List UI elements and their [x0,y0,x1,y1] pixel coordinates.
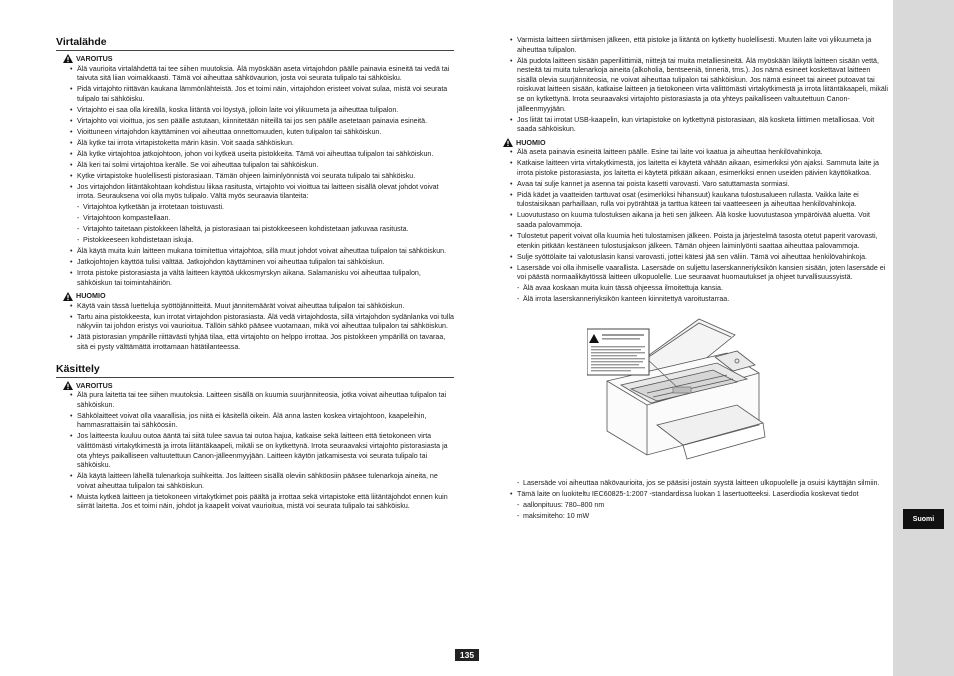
sub-list-item: - aallonpituus: 780–800 nm [496,501,889,511]
list-item: • Virtajohto voi vioittua, jos sen päälle astutaan, kiinnitetään niiteillä tai jos sen päälle asetetaan painavia esineitä. [56,117,454,127]
list-item: • Älä käytä muita kuin laitteen mukana toimitettua virtajohtoa, sillä muut johdot voivat aiheuttaa tulipalon tai sähköiskun. [56,247,454,257]
huomio-list [496,148,889,304]
sub-list-item: - Virtajohto taitetaan pistokkeen läheltä, ja pistorasiaan tai pistokkeeseen kohdistetaan jatkuvaa rasitusta. [56,225,454,235]
page-number: 135 [455,649,479,661]
huomio-heading: HUOMIO [63,291,454,301]
sub-list-item: - Älä irrota laserskanneriyksikön kanteen kiinnitettyä varoitustarraa. [496,295,889,305]
printer-drawing [587,313,767,471]
list-item: • Luovutustaso on kuuma tulostuksen aikana ja heti sen jälkeen. Älä koske luovutustasoa ympäröivää aluetta. Voit saada palovammoja. [496,211,889,230]
list-item: • Jos virtajohdon liitäntäkohtaan kohdistuu liikaa rasitusta, virtajohto voi vioittua tai laitteen sisällä olevat johdot voivat irrota. Seurauksena voi olla myös tulipalo. Vältä myös seuraavia tilanteita: [56,183,454,202]
warning-triangle-icon [503,138,513,147]
list-item: • Avaa tai sulje kannet ja asenna tai poista kasetti varovasti. Varo satuttamasta sormiasi. [496,180,889,190]
list-item: • Älä pudota laitteen sisään paperiliittimiä, niittejä tai muita metalliesineitä. Älä myöskään läikytä laitteen sisään vettä, nesteitä tai muita tulenarkoja aineita (alkoholia, bentseeniä, tinneriä, tms.). Jos nämä esineet koskettavat laitteen sisällä olevia suurjänniteosia, ne voivat aiheuttaa tulipalon tai sähköiskun. Jos nämä esineet tai aineet putoavat tai roiskuvat laitteen sisään, katkaise laitteen ja tietokoneen virta välittömästi virtakytkimestä ja irrota liitäntäkaapeli, mikäli se on kytkettynä. Irrota seuraavaksi virtajohto pistorasiasta ja ota yhteys paikalliseen valtuutettuun Canon-jälleenmyyjään. [496,57,889,115]
list-item: • Vioittuneen virtajohdon käyttäminen voi aiheuttaa onnettomuuden, kuten tulipalon tai sähköiskun. [56,128,454,138]
sub-list-item: - Virtajohtoa kytketään ja irrotetaan toistuvasti. [56,203,454,213]
list-item: • Muista kytkeä laitteen ja tietokoneen virtakytkimet pois päältä ja irrottaa sekä virtapistoke että liitäntäjohdot ennen kuin siirrät laitetta. Jos et toimi näin, johdot ja kaapelit voivat vaurioitua, mistä voi seurata tulipalo tai sähköisku. [56,493,454,512]
list-item: • Älä kytke virtajohtoa jatkojohtoon, johon voi kytkeä useita pistokkeita. Tämä voi aiheuttaa tulipalon tai sähköiskun. [56,150,454,160]
list-item: • Älä vaurioita virtalähdettä tai tee siihen muutoksia. Älä myöskään aseta virtajohdon päälle painavia esineitä tai vedä tai taivuta sitä liian voimakkaasti. Tämä voi aiheuttaa sähkövaurion, josta voi seurata tulipalo tai sähköisku. [56,65,454,84]
varoitus-list [56,65,454,289]
right-column [496,36,889,523]
section-title-virtalahde: Virtalähde [56,36,454,51]
varoitus-heading: VAROITUS [63,54,454,64]
language-sidebar [893,0,954,676]
list-item: • Virtajohto ei saa olla kireällä, koska liitäntä voi löystyä, jolloin laite voi ylikuumeta ja aiheuttaa tulipalon. [56,106,454,116]
list-item: • Sulje syöttölaite tai valotuslasin kansi varovasti, jottei kätesi jää sen väliin. Tämä voi aiheuttaa henkilövahinkoja. [496,253,889,263]
list-item: • Irrota pistoke pistorasiasta ja vältä laitteen käyttöä ukkosmyrskyn aikana. Salamanisku voi aiheuttaa tulipalon, sähköiskun tai toimintahäiriön. [56,269,454,288]
sub-list-item: - Pistokkeeseen kohdistetaan iskuja. [56,236,454,246]
section-title-kasittely: Käsittely [56,363,454,378]
warning-triangle-icon [63,381,73,390]
list-item: • Pidä virtajohto riittävän kaukana lämmönlähteistä. Jos et toimi näin, virtajohdon eristeet voivat sulaa, mistä voi seurata tulipalo tai sähköisku. [56,85,454,104]
sub-list-item: - Älä avaa koskaan muita kuin tässä ohjeessa ilmoitettuja kansia. [496,284,889,294]
warning-triangle-icon [63,292,73,301]
list-item: • Sähkölaitteet voivat olla vaarallisia, jos niitä ei käsitellä oikein. Älä anna lasten koskea virtajohtoon, kaapeleihin, hammasrattaisiin tai sähköosiin. [56,412,454,431]
list-item: • Tämä laite on luokiteltu IEC60825-1:2007 -standardissa luokan 1 lasertuotteeksi. Laserdiodia koskevat tiedot [496,490,889,500]
varoitus-heading: VAROITUS [63,381,454,391]
left-column [56,36,454,513]
list-item: • Jatkojohtojen käyttöä tulisi välttää. Jatkojohdon käyttäminen voi aiheuttaa tulipalon tai sähköiskun. [56,258,454,268]
list-item: • Lasersäde voi olla ihmiselle vaarallista. Lasersäde on suljettu laserskanneriyksikön kansien sisään, joten lasersäde ei voi päästä normaalikäytössä laitteen ulkopuolelle. Lue seuraavat huomautukset ja ohjeet turvallisuussyistä. [496,264,889,283]
list-item: • Pidä kädet ja vaatteiden tarttuvat osat (esimerkiksi hihansuut) kaukana tulostusalueen rullasta. Vaikka laite ei tulostaisikaan parhaillaan, rulla voi pyörähtää ja tarttua käteen tai vaatteeseen ja aiheuttaa henkilövahinkoja. [496,191,889,210]
huomio-list [56,302,454,353]
list-item: • Varmista laitteen siirtämisen jälkeen, että pistoke ja liitäntä on kytketty huolellisesti. Muuten laite voi ylikuumeta ja aiheuttaa tulipalon. [496,36,889,55]
sub-list-item: - maksimiteho: 10 mW [496,512,889,522]
list-item: • Jos liität tai irrotat USB-kaapelin, kun virtapistoke on kytkettynä pistorasiaan, älä kosketa liittimen metalliosaa. Voit saada sähköiskun. [496,116,889,135]
printer-illustration [587,313,767,471]
list-item: • Kytke virtapistoke huolellisesti pistorasiaan. Tämän ohjeen laiminlyönnistä voi seurata tulipalo tai sähköisku. [56,172,454,182]
sub-list-item: - Virtajohtoon kompastellaan. [56,214,454,224]
list-item: • Älä pura laitetta tai tee siihen muutoksia. Laitteen sisällä on kuumia suurjänniteosia, jotka voivat aiheuttaa tulipalon tai sähköiskun. [56,391,454,410]
varoitus-list [56,391,454,512]
list-item: • Katkaise laitteen virta virtakytkimestä, jos laitetta ei käytetä vähään aikaan, esimerkiksi yön ajaksi. Sammuta laite ja irrota pistoke pistorasiasta, jos laitetta ei käytetä pitkään aikaan, esimerkiksi ennen useiden päivien käyttökatkoa. [496,159,889,178]
list-item: • Käytä vain tässä luetteluja syöttöjännitteitä. Muut jännitemäärät voivat aiheuttaa tulipalon tai sähköiskun. [56,302,454,312]
warning-triangle-icon [63,54,73,63]
list-item: • Jos laitteesta kuuluu outoa ääntä tai siitä tulee savua tai outoa hajua, katkaise sekä laitteen että tietokoneen virta välittömästi virtakytkimestä ja irrota liitäntäkaapeli, mikäli se on kytkettynä. Irrota seuraavaksi virtajohto pistorasiasta ja ota yhteys paikalliseen valtuutettuun Canon-jälleenmyyjään. Laitteen käytön jatkamisesta voi seurata tulipalo tai sähköisku. [56,432,454,470]
list-item: • Älä käytä laitteen lähellä tulenarkoja suihkeitta. Jos laitteen sisällä oleviin sähköosiin pääsee tulenarkoja aineita, ne voivat aiheuttaa tulipalon tai sähköiskun. [56,472,454,491]
after-figure-list [496,479,889,522]
huomio-heading: HUOMIO [503,138,889,148]
list-item: • Tulostetut paperit voivat olla kuumia heti tulostamisen jälkeen. Poista ja järjestelmä tasosta otetut paperit varovasti, etenkin pitkään kestäneen tulostusjakson jälkeen. Tämän ohjeen laiminlyönti saattaa aiheuttaa palovammoja. [496,232,889,251]
list-item: • Älä keri tai solmi virtajohtoa kerälle. Se voi aiheuttaa tulipalon tai sähköiskun. [56,161,454,171]
language-tab[interactable]: Suomi [903,509,944,529]
intro-list [496,36,889,135]
sub-list-item: - Lasersäde voi aiheuttaa näkövaurioita, jos se pääsisi jostain syystä laitteen ulkopuolelle ja osuisi käyttäjän silmiin. [496,479,889,489]
list-item: • Tartu aina pistokkeesta, kun irrotat virtajohdon pistorasiasta. Älä vedä virtajohdosta, sillä virtajohdon sydänlanka voi tulla näkyviin tai johdon eristys voi vaurioitua. Tällöin sähkö pääsee vuotamaan, mikä voi aiheuttaa tulipalon tai sähköiskun. [56,313,454,332]
list-item: • Älä kytke tai irrota virtapistoketta märin käsin. Voit saada sähköiskun. [56,139,454,149]
list-item: • Jätä pistorasian ympärille riittävästi tyhjää tilaa, että virtajohto on helppo irrottaa. Jos pistokkeen ympärillä on tavaraa, sitä ei pysty välttämättä irrottamaan hätätilanteessa. [56,333,454,352]
list-item: • Älä aseta painavia esineitä laitteen päälle. Esine tai laite voi kaatua ja aiheuttaa henkilövahinkoja. [496,148,889,158]
